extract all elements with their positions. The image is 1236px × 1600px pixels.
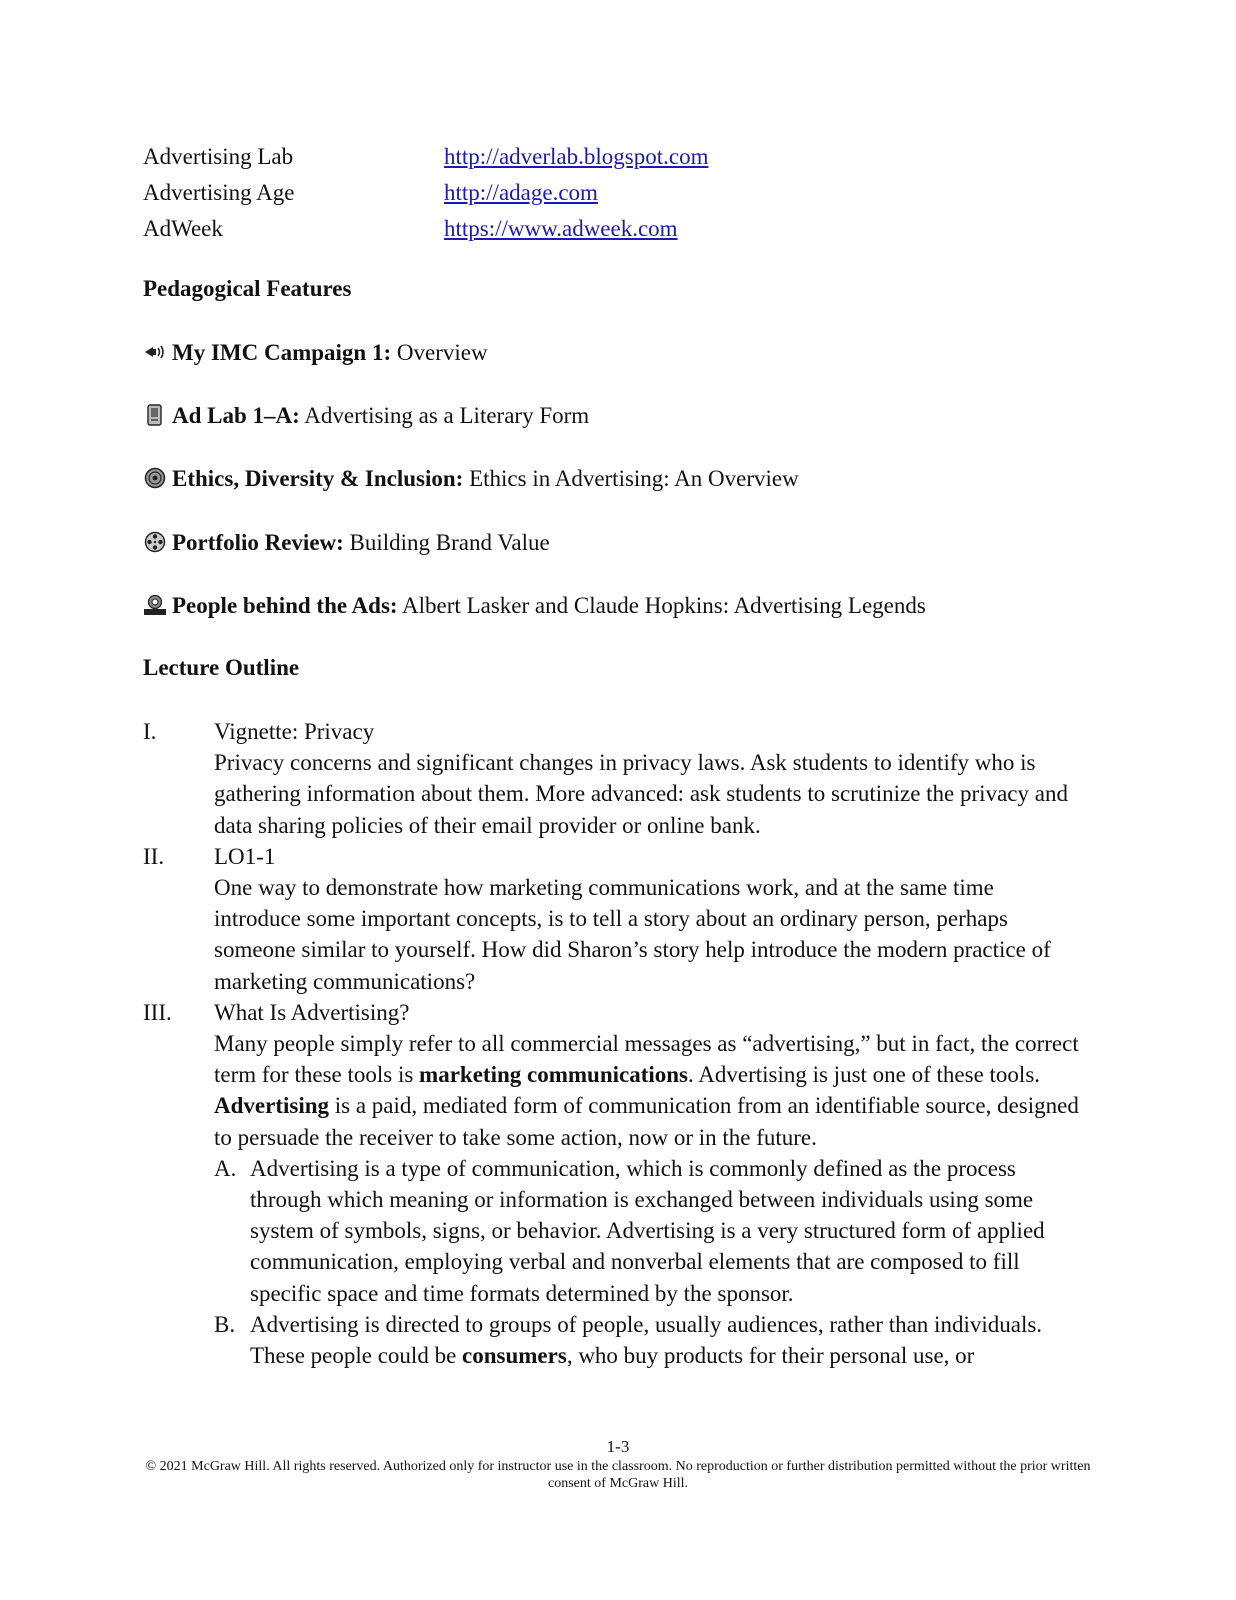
people-icon [143,594,167,616]
link-row [143,213,843,249]
outline-number: II. [143,843,165,869]
body-text: , who buy products for their personal use, or [566,1343,975,1369]
key-term: Advertising [214,1093,329,1119]
globe-icon [143,467,167,489]
feature-label: Ethics, Diversity & Inclusion: [172,466,464,491]
feature-text: Advertising as a Literary Form [299,403,590,428]
outline-body: Privacy concerns and significant changes in privacy laws. Ask students to identify who is gathering information about them. More advanced: ask students to scrutinize the privacy and data sharing policies of their email provider or online bank. [214,750,1068,838]
outline-number: III. [143,999,172,1025]
outline-body [214,1028,1083,1090]
outline-title: LO1-1 [214,843,276,869]
feature-item [143,591,926,621]
resource-links [143,141,843,249]
copyright-notice: © 2021 McGraw Hill. All rights reserved. Authorized only for instructor use in the classroom. No reproduction or further distribution permitted without the prior written consent of McGraw Hill. [145,1459,1091,1491]
definition [214,1090,1083,1152]
sub-text: Advertising is a type of communication, which is commonly defined as the process through which meaning or information is exchanged between individuals using some system of symbols, signs, or behavior. Advertising is a very structured form of applied communication, employing verbal and nonverbal elements that are composed to fill specific space and time formats determined by the sponsor. [250,1155,1045,1306]
key-term: marketing communications [419,1062,689,1088]
book-icon [143,404,167,426]
link-name: Advertising Age [143,180,295,205]
feature-text: Ethics in Advertising: An Overview [463,466,799,491]
feature-text: Building Brand Value [343,530,550,555]
outline-number: I. [143,719,157,744]
body-text: is a paid, mediated form of communication from an identifiable source, designed to persuade the receiver to take some action, now or in the future. [214,1093,1079,1150]
sub-letter: A. [214,1155,237,1181]
outline-item [143,716,1083,841]
link-name: AdWeek [143,216,223,241]
feature-text: Overview [391,340,488,365]
feature-item [143,464,799,494]
lecture-outline [143,716,1083,1371]
feature-item [143,338,488,368]
outline-title: What Is Advertising? [214,999,410,1025]
feature-label: Portfolio Review: [172,530,344,555]
link-row [143,177,843,213]
link-name: Advertising Lab [143,144,294,169]
lecture-outline-heading: Lecture Outline [143,655,300,680]
film-reel-icon [143,531,167,553]
sub-text [250,1309,1083,1371]
body-text: . Advertising is just one of these tools. [688,1062,1041,1088]
outline-item [143,997,1083,1371]
outline-body: One way to demonstrate how marketing communications work, and at the same time introduce some important concepts, is to tell a story about an ordinary person, perhaps someone similar to yourself. How did Sharon’s story help introduce the modern practice of marketing communications? [214,875,1051,994]
sub-letter: B. [214,1311,236,1337]
feature-label: Ad Lab 1–A: [172,403,300,428]
body-text: Many people simply refer to all commercial messages as “advertising,” but in fact, the correct term for these tools is [214,1031,1079,1088]
feature-label: People behind the Ads: [172,593,398,618]
body-text: Advertising is directed to groups of people, usually audiences, rather than individuals. These people could be [250,1311,1043,1369]
link-row [143,141,843,177]
link-url[interactable]: http://adverlab.blogspot.com [444,144,709,169]
feature-label: My IMC Campaign 1: [172,340,392,365]
link-url[interactable]: http://adage.com [444,180,598,205]
page-footer [0,1436,1236,1492]
outline-title: Vignette: Privacy [214,719,375,744]
sub-item [214,1309,1083,1371]
feature-item [143,401,589,431]
key-term: consumers [462,1343,567,1369]
pedagogical-features-heading: Pedagogical Features [143,276,352,301]
feature-item [143,528,550,558]
megaphone-icon [143,341,167,363]
feature-text: Albert Lasker and Claude Hopkins: Advertising Legends [397,593,926,618]
outline-item [143,841,1083,997]
link-url[interactable]: https://www.adweek.com [444,216,678,241]
page-number: 1-3 [606,1437,630,1456]
sub-item [214,1153,1083,1309]
